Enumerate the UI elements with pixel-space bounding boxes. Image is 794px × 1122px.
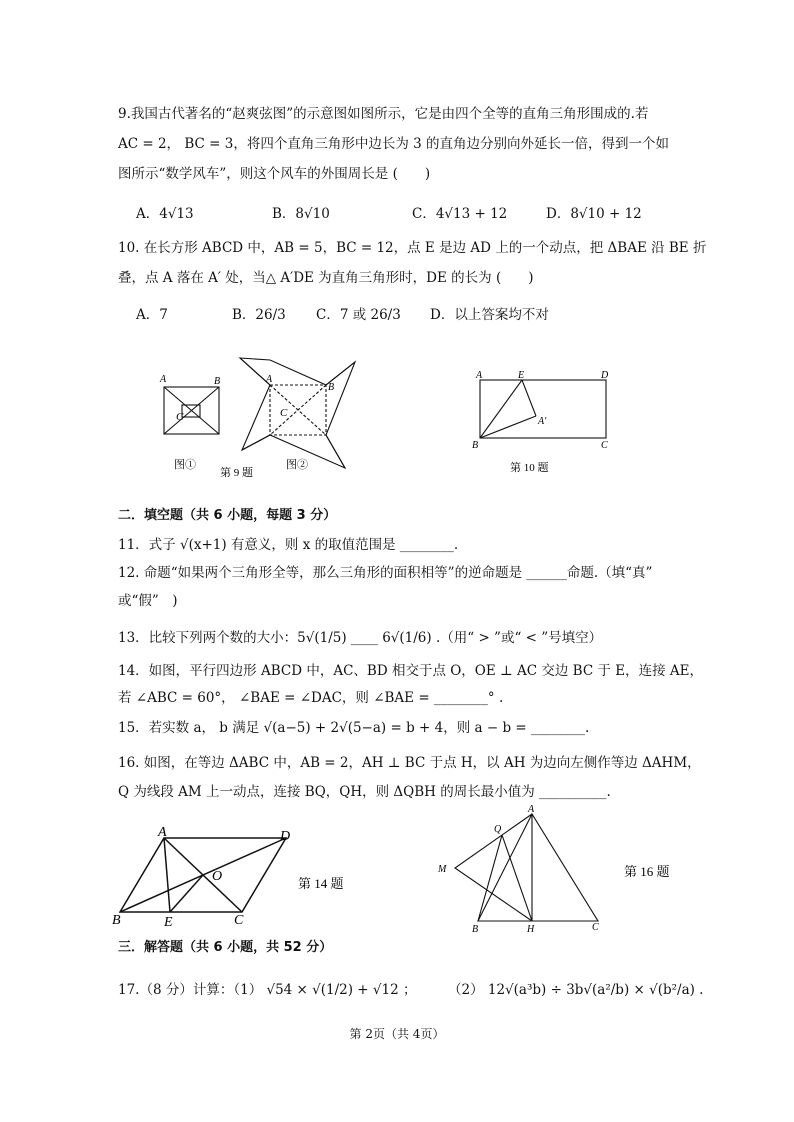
page-footer: 第 2页（共 4页） (349, 1027, 445, 1041)
q9-option-c: C．4√13 + 12 (412, 206, 508, 222)
fig9-caption: 第 9 题 (220, 467, 253, 479)
q9-line2: AC = 2， BC = 3，将四个直角三角形中边长为 3 的直角边分别向外延长一倍，得到一个如 (118, 136, 670, 152)
fig10-label-e: E (518, 370, 525, 381)
q10-option-a: A．7 (136, 307, 168, 323)
fig16-label-q: Q (494, 824, 502, 835)
fig9-zhaoshuang-diagram (164, 387, 219, 434)
figure-9 (150, 350, 370, 480)
fig16-label-m: M (438, 864, 447, 875)
fig14-caption: 第 14 题 (298, 876, 344, 891)
fig10-label-a-prime: A′ (538, 416, 547, 427)
fig14-label-a: A (158, 825, 167, 840)
fig10-caption: 第 10 题 (510, 462, 549, 474)
fig10-label-b: B (472, 440, 479, 451)
fig16-label-a: A (528, 804, 535, 815)
q15: 15．若实数 a， b 满足 √(a−5) + 2√(5−a) = b + 4，则 a − b = ________. (118, 720, 590, 736)
q9-line1: 9.我国古代著名的“赵爽弦图”的示意图如图所示，它是由四个全等的直角三角形围成的.若 (118, 106, 649, 122)
fig10-label-c: C (601, 440, 608, 451)
figure-14 (108, 826, 388, 930)
fig9-label-b2: B (328, 382, 335, 393)
q11: 11．式子 √(x+1) 有意义，则 x 的取值范围是 ________. (118, 537, 459, 553)
fig9-label-c1: C (176, 411, 184, 423)
fig9-caption-fig1: 图① (174, 459, 196, 471)
q14-line1: 14．如图，平行四边形 ABCD 中，AC、BD 相交于点 O，OE ⊥ AC 交边 BC 于 E，连接 AE， (118, 663, 704, 679)
fig10-label-d: D (601, 370, 609, 381)
q13: 13．比较下列两个数的大小：5√(1/5) ____ 6√(1/6) .（用“ > ”或“ < ”号填空） (118, 630, 603, 646)
fig10-label-a: A (476, 370, 483, 381)
q9-option-a: A．4√13 (136, 206, 194, 222)
fig16-label-h: H (527, 924, 535, 935)
q14-line2: 若 ∠ABC = 60°， ∠BAE = ∠DAC，则 ∠BAE = ________° . (118, 690, 504, 706)
fig14-label-c: C (234, 913, 244, 928)
q12-line2: 或“假” ) (118, 593, 178, 609)
figure-16 (430, 806, 690, 936)
q10-option-d: D．以上答案均不对 (430, 307, 549, 323)
fig9-label-a1: A (160, 374, 167, 385)
q17-part1: 17.（8 分）计算：（1） √54 × √(1/2) + √12 ； (118, 982, 417, 998)
q10-option-b: B．26/3 (232, 307, 286, 323)
fig14-label-o: O (212, 869, 223, 884)
q10-option-c: C．7 或 26/3 (316, 307, 401, 323)
fig9-label-b1: B (214, 376, 221, 387)
fig9-label-a2: A (266, 374, 273, 385)
q12-line1: 12. 命题“如果两个三角形全等，那么三角形的面积相等”的逆命题是 ______命题.（填“真” (118, 565, 653, 581)
fig9-label-c2: C (280, 407, 288, 419)
q9-option-b: B．8√10 (272, 206, 330, 222)
figure-10 (470, 368, 620, 478)
fig16-caption: 第 16 题 (624, 864, 670, 879)
section-2-heading: 二．填空题（共 6 小题，每题 3 分） (118, 508, 337, 523)
q17-part2: （2） 12√(a³b) ÷ 3b√(a²/b) × √(b²/a) . (448, 982, 704, 998)
fig16-label-b: B (472, 924, 479, 935)
fig9-windmill-diagram (240, 358, 355, 468)
fig14-label-d: D (280, 829, 291, 844)
section-3-heading: 三．解答题（共 6 小题，共 52 分） (118, 940, 333, 955)
q9-option-d: D．8√10 + 12 (546, 206, 642, 222)
fig16-label-c: C (592, 922, 599, 933)
fig9-caption-fig2: 图② (286, 459, 308, 471)
q10-line2: 叠，点 A 落在 A′ 处，当△ A′DE 为直角三角形时，DE 的长为 ( ) (118, 270, 534, 286)
fig14-label-e: E (164, 915, 173, 930)
fig14-label-b: B (112, 913, 121, 928)
q16-line2: Q 为线段 AM 上一动点，连接 BQ，QH，则 ΔQBH 的周长最小值为 __________. (118, 784, 611, 800)
q9-line3: 图所示“数学风车”，则这个风车的外围周长是 ( ) (118, 166, 431, 182)
q16-line1: 16. 如图，在等边 ΔABC 中，AB = 2，AH ⊥ BC 于点 H，以 AH 为边向左侧作等边 ΔAHM， (118, 755, 701, 771)
q10-line1: 10. 在长方形 ABCD 中，AB = 5，BC = 12，点 E 是边 AD 上的一个动点，把 ΔBAE 沿 BE 折 (118, 240, 707, 256)
